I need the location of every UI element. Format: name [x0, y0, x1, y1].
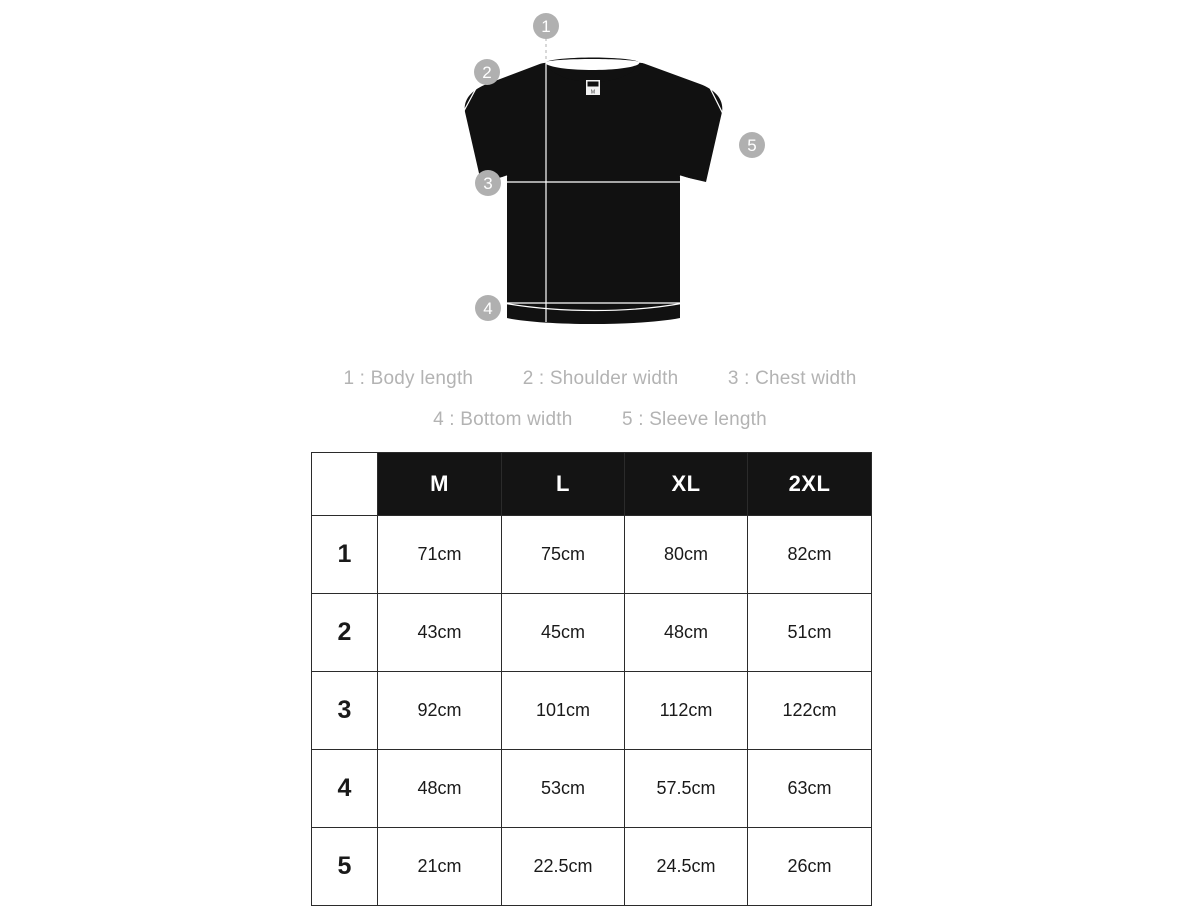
column-header-m: M: [378, 453, 502, 516]
row-header-4: 4: [312, 750, 378, 828]
size-table: [311, 452, 872, 906]
cell-4-xl: 57.5cm: [625, 750, 748, 828]
legend-item-1: 1 : Body length: [343, 368, 474, 389]
cell-4-l: 53cm: [502, 750, 625, 828]
marker-2: [474, 59, 500, 85]
table-row: [312, 672, 872, 750]
measurement-legend: [0, 358, 1200, 440]
table-header-row: [312, 453, 872, 516]
cell-1-m: 71cm: [378, 516, 502, 594]
column-header-l: L: [502, 453, 625, 516]
row-header-3: 3: [312, 672, 378, 750]
cell-4-2xl: 63cm: [748, 750, 872, 828]
legend-row-1: [0, 358, 1200, 399]
svg-text:3: 3: [483, 174, 493, 193]
marker-1: [533, 13, 559, 39]
legend-item-3: 3 : Chest width: [727, 368, 857, 389]
cell-5-l: 22.5cm: [502, 828, 625, 906]
cell-3-xl: 112cm: [625, 672, 748, 750]
svg-text:1: 1: [541, 17, 551, 36]
table-row: [312, 516, 872, 594]
svg-text:M: M: [590, 89, 596, 96]
cell-5-xl: 24.5cm: [625, 828, 748, 906]
column-header-2xl: 2XL: [748, 453, 872, 516]
legend-item-2: 2 : Shoulder width: [522, 368, 679, 389]
row-header-5: 5: [312, 828, 378, 906]
tshirt-diagram: [0, 0, 1200, 345]
marker-4: [475, 295, 501, 321]
cell-4-m: 48cm: [378, 750, 502, 828]
column-header-xl: XL: [625, 453, 748, 516]
row-header-1: 1: [312, 516, 378, 594]
cell-3-m: 92cm: [378, 672, 502, 750]
table-row: [312, 750, 872, 828]
tshirt-shape: [465, 58, 723, 325]
table-row: [312, 828, 872, 906]
marker-5: [739, 132, 765, 158]
size-table-container: [311, 452, 871, 906]
table-corner-cell: [312, 453, 378, 516]
cell-2-2xl: 51cm: [748, 594, 872, 672]
svg-text:2: 2: [482, 63, 492, 82]
cell-1-2xl: 82cm: [748, 516, 872, 594]
legend-item-5: 5 : Sleeve length: [621, 409, 767, 430]
legend-row-2: [0, 399, 1200, 440]
cell-5-2xl: 26cm: [748, 828, 872, 906]
marker-3: [475, 170, 501, 196]
cell-3-2xl: 122cm: [748, 672, 872, 750]
row-header-2: 2: [312, 594, 378, 672]
svg-text:4: 4: [483, 299, 493, 318]
cell-1-l: 75cm: [502, 516, 625, 594]
cell-3-l: 101cm: [502, 672, 625, 750]
svg-text:5: 5: [747, 136, 757, 155]
cell-5-m: 21cm: [378, 828, 502, 906]
table-row: [312, 594, 872, 672]
cell-2-l: 45cm: [502, 594, 625, 672]
legend-item-4: 4 : Bottom width: [433, 409, 573, 430]
cell-2-m: 43cm: [378, 594, 502, 672]
garment-neck-tag: [586, 80, 600, 96]
cell-1-xl: 80cm: [625, 516, 748, 594]
cell-2-xl: 48cm: [625, 594, 748, 672]
